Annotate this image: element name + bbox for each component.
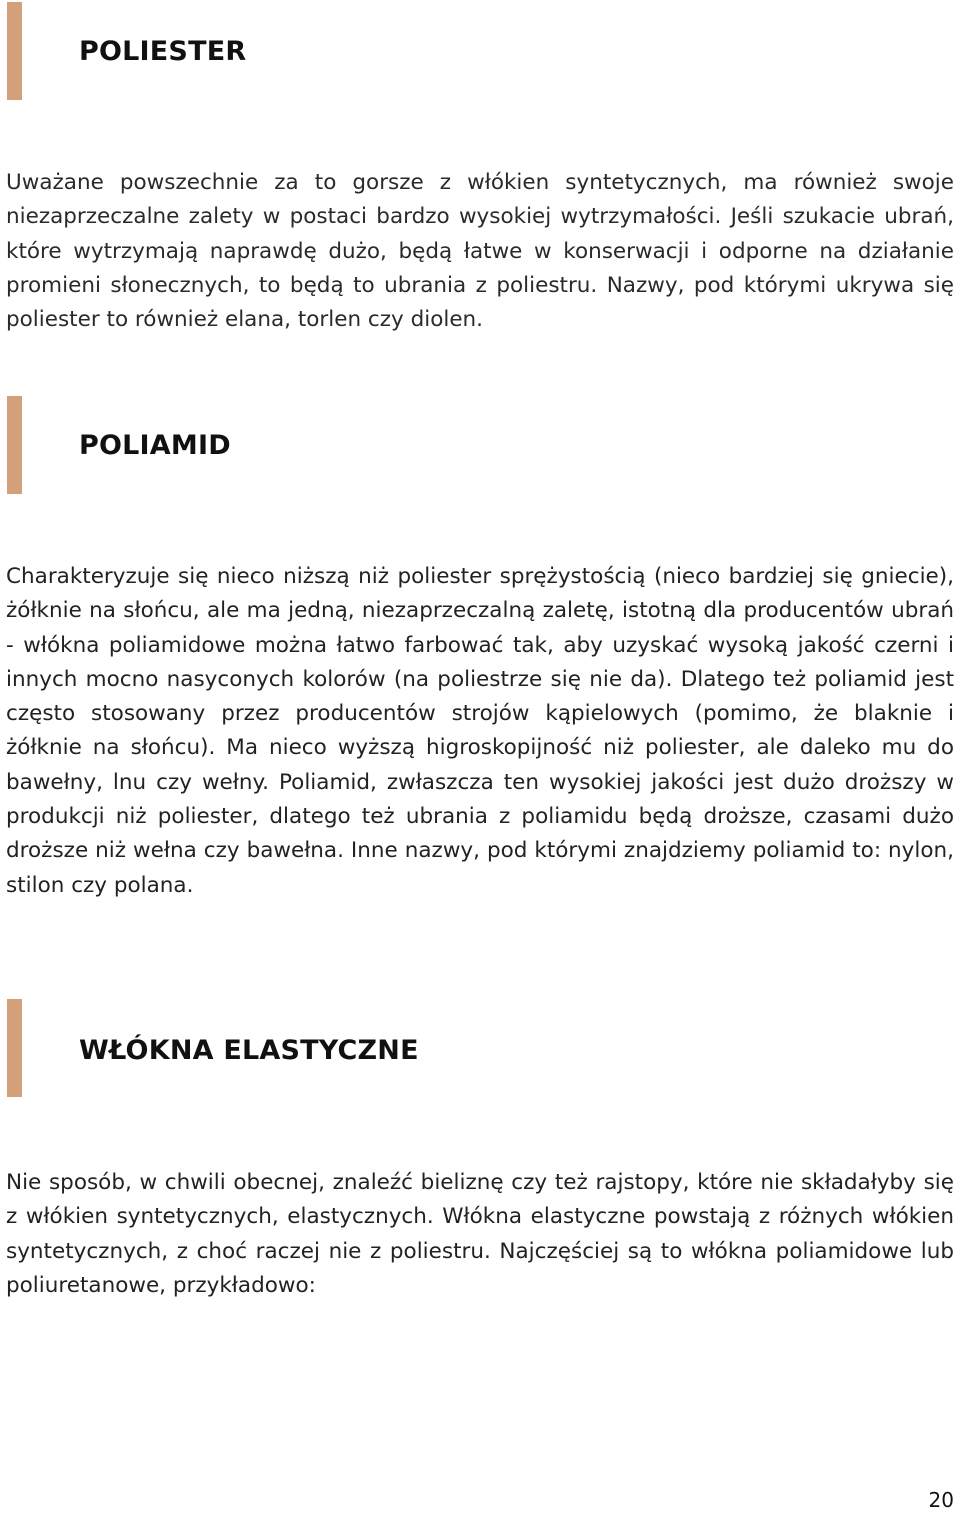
section-accent-bar bbox=[7, 2, 22, 100]
section-heading-elastyczne: WŁÓKNA ELASTYCZNE bbox=[79, 1035, 419, 1066]
section-accent-bar bbox=[7, 999, 22, 1097]
section-accent-bar bbox=[7, 396, 22, 494]
section-heading-poliamid: POLIAMID bbox=[79, 430, 231, 461]
section-paragraph-poliester: Uważane powszechnie za to gorsze z włókien syntetycznych, ma również swoje niezaprzeczalne zalety w postaci bardzo wysokiej wytrzymałości. Jeśli szukacie ubrań, które wytrzymają naprawdę dużo, będą łatwe w konserwacji i odporne na działanie promieni słonecznych, to będą to ubrania z poliestru. Nazwy, pod którymi ukrywa się poliester to również elana, torlen czy diolen. bbox=[6, 170, 954, 333]
page-number: 20 bbox=[928, 1488, 954, 1512]
section-heading-poliester: POLIESTER bbox=[79, 36, 247, 67]
section-paragraph-elastyczne: Nie sposób, w chwili obecnej, znaleźć bieliznę czy też rajstopy, które nie składałyby się z włókien syntetycznych, elastycznych. Włókna elastyczne powstają z różnych włókien syntetycznych, z choć raczej nie z poliestru. Najczęściej są to włókna poliamidowe lub poliuretanowe, przykładowo: bbox=[6, 1170, 954, 1298]
section-paragraph-poliamid: Charakteryzuje się nieco niższą niż poliester sprężystością (nieco bardziej się gniecie), żółknie na słońcu, ale ma jedną, niezaprzeczalną zaletę, istotną dla producentów ubrań - włókna poliamidowe można łatwo farbować tak, aby uzyskać wysoką jakość czerni i innych mocno nasyconych kolorów (na poliestrze się nie da). Dlatego też poliamid jest często stosowany przez producentów strojów kąpielowych (pomimo, że blaknie i żółknie na słońcu). Ma nieco wyższą higroskopijność niż poliester, ale daleko mu do bawełny, lnu czy wełny. Poliamid, zwłaszcza ten wysokiej jakości jest dużo droższy w produkcji niż poliester, dlatego też ubrania z poliamidu będą droższe, czasami dużo droższe niż wełna czy bawełna. Inne nazwy, pod którymi znajdziemy poliamid to: nylon, stilon czy polana. bbox=[6, 564, 954, 898]
